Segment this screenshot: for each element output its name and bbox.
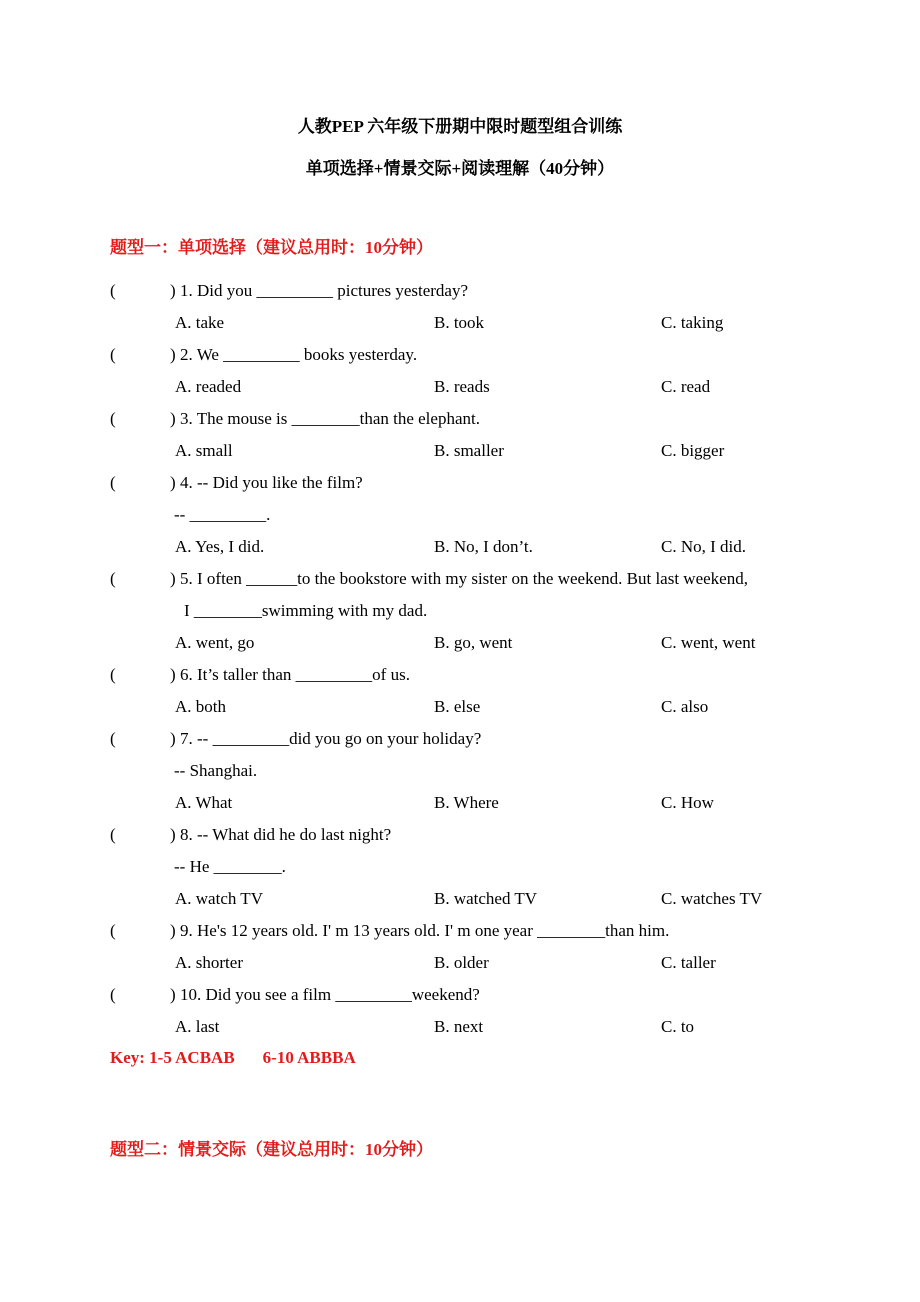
answer-paren-close: ): [170, 569, 176, 588]
option-c: C. How: [661, 793, 714, 812]
question-text: 10. Did you see a film _________weekend?: [180, 985, 480, 1004]
option-a: A. readed: [175, 377, 242, 396]
option-b: B. watched TV: [434, 889, 538, 908]
question-continuation: -- _________.: [174, 505, 271, 524]
option-c: C. watches TV: [661, 889, 763, 908]
question-text: 3. The mouse is ________than the elephant.: [180, 409, 480, 428]
answer-paren-open: (: [110, 345, 116, 364]
option-b: B. else: [434, 697, 481, 716]
option-b: B. older: [434, 953, 489, 972]
option-a: A. shorter: [175, 953, 243, 972]
question-text: 4. -- Did you like the film?: [180, 473, 363, 492]
answer-paren-open: (: [110, 921, 116, 940]
answer-paren-close: ): [170, 985, 176, 1004]
answer-paren-close: ): [170, 409, 176, 428]
option-c: C. also: [661, 697, 709, 716]
answer-paren-close: ): [170, 729, 176, 748]
answer-key-part2: 6-10 ABBBA: [262, 1048, 356, 1067]
option-a: A. take: [175, 313, 225, 332]
option-a: A. Yes, I did.: [175, 537, 265, 556]
answer-paren-open: (: [110, 985, 116, 1004]
option-b: B. took: [434, 313, 485, 332]
option-c: C. bigger: [661, 441, 725, 460]
answer-paren-open: (: [110, 825, 116, 844]
option-c: C. No, I did.: [661, 537, 746, 556]
option-a: A. watch TV: [175, 889, 263, 908]
option-b: B. reads: [434, 377, 490, 396]
question-text: 9. He's 12 years old. I' m 13 years old. I' m one year ________than him.: [180, 921, 670, 940]
answer-paren-open: (: [110, 665, 116, 684]
question-text: 8. -- What did he do last night?: [180, 825, 392, 844]
question-text: 6. It’s taller than _________of us.: [180, 665, 410, 684]
option-b: B. go, went: [434, 633, 513, 652]
question-text: 1. Did you _________ pictures yesterday?: [180, 281, 468, 300]
answer-paren-open: (: [110, 281, 116, 300]
answer-paren-close: ): [170, 921, 176, 940]
question-text: 7. -- _________did you go on your holiday?: [180, 729, 482, 748]
answer-paren-open: (: [110, 409, 116, 428]
option-c: C. taller: [661, 953, 716, 972]
answer-paren-close: ): [170, 665, 176, 684]
option-a: A. small: [175, 441, 233, 460]
section-heading-2: 题型二：情景交际（建议总用时：10分钟）: [110, 1140, 433, 1159]
answer-paren-close: ): [170, 345, 176, 364]
page-subtitle: 单项选择+情景交际+阅读理解（40分钟）: [305, 159, 615, 178]
answer-paren-open: (: [110, 473, 116, 492]
option-b: B. smaller: [434, 441, 504, 460]
question-continuation: I ________swimming with my dad.: [184, 601, 428, 620]
answer-key: [110, 1048, 356, 1068]
answer-paren-close: ): [170, 281, 176, 300]
question-text: 2. We _________ books yesterday.: [180, 345, 418, 364]
answer-paren-close: ): [170, 825, 176, 844]
option-c: C. read: [661, 377, 711, 396]
option-c: C. went, went: [661, 633, 756, 652]
option-c: C. taking: [661, 313, 724, 332]
option-a: A. What: [175, 793, 233, 812]
option-b: B. Where: [434, 793, 499, 812]
option-a: A. last: [175, 1017, 220, 1036]
page-title: 人教PEP 六年级下册期中限时题型组合训练: [297, 117, 623, 136]
option-c: C. to: [661, 1017, 695, 1036]
option-b: B. No, I don’t.: [434, 537, 533, 556]
question-text: 5. I often ______to the bookstore with my sister on the weekend. But last weekend,: [180, 569, 748, 588]
option-a: A. both: [175, 697, 226, 716]
answer-key-part1: Key: 1-5 ACBAB: [110, 1048, 235, 1067]
section-heading-1: 题型一：单项选择（建议总用时：10分钟）: [110, 238, 433, 257]
option-b: B. next: [434, 1017, 484, 1036]
answer-paren-open: (: [110, 569, 116, 588]
answer-paren-open: (: [110, 729, 116, 748]
question-continuation: -- He ________.: [174, 857, 286, 876]
option-a: A. went, go: [175, 633, 255, 652]
answer-paren-close: ): [170, 473, 176, 492]
question-continuation: -- Shanghai.: [174, 761, 258, 780]
